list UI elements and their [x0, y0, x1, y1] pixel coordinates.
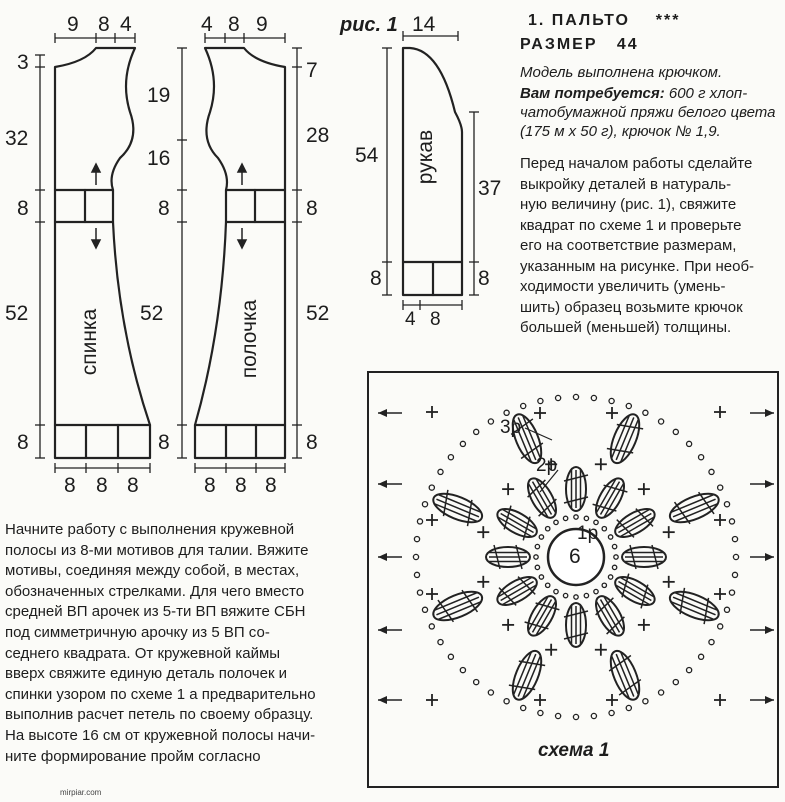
chain-stitch	[609, 398, 614, 403]
front-bottom-width-1: 8	[204, 474, 216, 497]
chain-stitch	[732, 572, 737, 577]
inner-petal	[589, 591, 632, 641]
chain-stitch	[573, 394, 578, 399]
chain-stitch	[584, 593, 588, 597]
front-bottom-width-3: 8	[265, 474, 277, 497]
chain-stitch	[554, 589, 558, 593]
materials-line-2: чатобумажной пряжи белого цвета	[520, 104, 776, 121]
single-crochet-mark	[545, 644, 557, 656]
chain-stitch	[602, 583, 606, 587]
chain-stitch	[448, 455, 453, 460]
materials-label: Вам потребуется:	[520, 85, 665, 102]
single-crochet-mark	[426, 588, 438, 600]
chain-stitch	[732, 537, 737, 542]
single-crochet-mark	[714, 514, 726, 526]
single-crochet-mark	[477, 526, 489, 538]
chain-stitch	[554, 520, 558, 524]
source-watermark: mirpiar.com	[60, 788, 102, 797]
single-crochet-mark	[606, 694, 618, 706]
schema-title: схема 1	[538, 740, 610, 761]
chain-stitch	[504, 410, 509, 415]
chain-stitch	[614, 555, 618, 559]
chain-stitch	[608, 575, 612, 579]
mid-height-2: 16	[147, 147, 171, 170]
chain-stitch	[626, 403, 631, 408]
chain-stitch	[448, 654, 453, 659]
single-crochet-mark	[638, 483, 650, 495]
chain-stitch	[535, 544, 539, 548]
chain-stitch	[422, 502, 427, 507]
single-crochet-mark	[534, 694, 546, 706]
single-crochet-mark	[638, 619, 650, 631]
chain-stitch	[535, 565, 539, 569]
left-height-1: 3	[17, 51, 29, 74]
chain-stitch	[534, 555, 538, 559]
back-width-2: 8	[98, 13, 110, 36]
chain-stitch	[659, 690, 664, 695]
difficulty-stars: ***	[655, 12, 681, 29]
chain-stitch	[422, 607, 427, 612]
outer-petal	[665, 486, 723, 530]
single-crochet-mark	[477, 576, 489, 588]
outer-petal	[429, 584, 487, 628]
sleeve-height-2: 37	[478, 177, 502, 200]
outer-petal	[665, 584, 723, 628]
sleeve-height-4: 8	[478, 267, 490, 290]
chain-stitch	[538, 710, 543, 715]
single-crochet-mark	[663, 526, 675, 538]
inner-petal	[521, 473, 564, 523]
chain-stitch	[643, 410, 648, 415]
instructions-left: Начните работу с выполнения кружевной полосы из 8-ми мотивов для талии. Вяжите мотивы, соединяя между собой, в местах, обозначенных стрелками. Для чего вместо средней ВП арочек из 5-ти ВП вяжите СБН под симметричную арочку из 5 ВП со- седнего квадрата. От кружевной каймы вверх свяжите единую деталь полочек и спинки узором по схеме 1 а предварительно выполнив расчет петель по своему образцу. На высоте 16 см от кружевной полосы начи- ните формирование пройм согласно	[5, 521, 316, 765]
right-height-5: 8	[306, 431, 318, 454]
chain-stitch	[556, 713, 561, 718]
front-bottom-width-2: 8	[235, 474, 247, 497]
materials-line-3: (175 м х 50 г), крючок № 1,9.	[520, 123, 721, 140]
left-height-2: 32	[5, 127, 29, 150]
chain-stitch	[612, 565, 616, 569]
chain-stitch	[438, 640, 443, 645]
chain-stitch	[538, 398, 543, 403]
outer-petal	[603, 410, 647, 468]
chain-stitch	[546, 527, 550, 531]
chain-stitch	[504, 699, 509, 704]
chain-stitch	[584, 516, 588, 520]
mid-height-3: 8	[158, 197, 170, 220]
chain-stitch	[488, 690, 493, 695]
chain-stitch	[417, 590, 422, 595]
join-arrow	[378, 696, 402, 704]
outer-petal	[429, 486, 487, 530]
chain-stitch	[687, 441, 692, 446]
back-label: спинка	[78, 308, 101, 376]
chain-stitch	[602, 527, 606, 531]
single-crochet-mark	[534, 407, 546, 419]
chain-stitch	[474, 680, 479, 685]
chain-stitch	[699, 455, 704, 460]
inner-petal	[564, 603, 588, 647]
chain-stitch	[729, 519, 734, 524]
chain-stitch	[699, 654, 704, 659]
chain-stitch	[539, 535, 543, 539]
sleeve-bottom-width-2: 8	[430, 309, 441, 330]
chain-stitch	[429, 624, 434, 629]
chain-stitch	[429, 485, 434, 490]
join-arrow	[378, 626, 402, 634]
chain-stitch	[574, 595, 578, 599]
model-note: Модель выполнена крючком.	[520, 64, 723, 81]
chain-stitch	[573, 714, 578, 719]
chain-stitch	[563, 593, 567, 597]
chain-stitch	[673, 429, 678, 434]
chain-stitch	[718, 485, 723, 490]
round-2-label: 2р	[536, 455, 558, 476]
chain-stitch	[438, 469, 443, 474]
back-width-3: 4	[120, 13, 132, 36]
chain-stitch	[413, 554, 418, 559]
front-label: полочка	[238, 299, 261, 379]
chain-stitch	[521, 403, 526, 408]
front-width-2: 8	[228, 13, 240, 36]
sleeve-height-3: 8	[370, 267, 382, 290]
chain-stitch	[612, 544, 616, 548]
chain-stitch	[609, 710, 614, 715]
inner-petal	[610, 570, 660, 613]
inner-petal	[521, 591, 564, 641]
chain-stitch	[460, 441, 465, 446]
chain-stitch	[724, 502, 729, 507]
single-crochet-mark	[426, 694, 438, 706]
figure-title: рис. 1	[340, 14, 398, 36]
single-crochet-mark	[714, 406, 726, 418]
single-crochet-mark	[595, 458, 607, 470]
chain-stitch	[521, 705, 526, 710]
left-height-4: 52	[5, 302, 29, 325]
chain-stitch	[733, 554, 738, 559]
chain-stitch	[608, 535, 612, 539]
sleeve-height-1: 54	[355, 144, 379, 167]
single-crochet-mark	[663, 576, 675, 588]
chain-stitch	[414, 572, 419, 577]
article-title: 1. ПАЛЬТО ***	[528, 12, 681, 29]
chain-stitch	[556, 395, 561, 400]
back-bottom-width-3: 8	[127, 474, 139, 497]
single-crochet-mark	[714, 588, 726, 600]
chain-stitch	[563, 516, 567, 520]
sleeve-bottom-width-1: 4	[405, 309, 416, 330]
inner-petal	[492, 502, 542, 545]
chain-stitch	[724, 607, 729, 612]
single-crochet-mark	[502, 483, 514, 495]
right-height-2: 28	[306, 124, 330, 147]
chain-stitch	[414, 537, 419, 542]
chain-stitch	[546, 583, 550, 587]
chain-stitch	[709, 640, 714, 645]
join-arrow	[750, 696, 774, 704]
front-width-3: 9	[256, 13, 268, 36]
back-width-1: 9	[67, 13, 79, 36]
inner-petal	[622, 545, 666, 569]
round-3-label: 3р	[500, 417, 522, 438]
single-crochet-mark	[714, 694, 726, 706]
sleeve-top-width: 14	[412, 13, 436, 36]
join-arrow	[750, 553, 774, 561]
inner-petal	[492, 570, 542, 613]
sleeve-label: рукав	[414, 129, 437, 185]
outer-petal	[505, 646, 549, 704]
chain-stitch	[643, 699, 648, 704]
chain-stitch	[718, 624, 723, 629]
chain-stitch	[488, 419, 493, 424]
single-crochet-mark	[426, 406, 438, 418]
inner-petal	[486, 545, 530, 569]
center-stitch-count: 6	[569, 545, 581, 568]
back-bottom-width-2: 8	[96, 474, 108, 497]
chain-stitch	[474, 429, 479, 434]
right-height-1: 7	[306, 59, 318, 82]
inner-petal	[610, 502, 660, 545]
inner-petal	[564, 467, 588, 511]
join-arrow	[378, 409, 402, 417]
chain-stitch	[729, 590, 734, 595]
join-arrow	[750, 409, 774, 417]
chain-stitch	[594, 589, 598, 593]
chain-stitch	[591, 713, 596, 718]
join-arrow	[750, 480, 774, 488]
left-height-5: 8	[17, 431, 29, 454]
mid-height-4: 52	[140, 302, 164, 325]
chain-stitch	[673, 680, 678, 685]
chain-stitch	[687, 668, 692, 673]
mid-height-5: 8	[158, 431, 170, 454]
chain-stitch	[460, 668, 465, 673]
single-crochet-mark	[426, 514, 438, 526]
join-arrow	[750, 626, 774, 634]
round-1-label: 1р	[577, 523, 599, 544]
inner-petal	[589, 473, 632, 523]
front-width-1: 4	[201, 13, 213, 36]
single-crochet-mark	[595, 644, 607, 656]
mid-height-1: 19	[147, 84, 171, 107]
join-arrow	[378, 480, 402, 488]
instructions-right: Перед началом работы сделайте выкройку деталей в натураль- ную величину (рис. 1), свяжите квадрат по схеме 1 и проверьте его на соответствие размерам, указанным на рисунке. При необ- ходимости увеличить (умень- шить) образец возьмите крючок большей (меньшей) толщины.	[520, 155, 755, 336]
chain-stitch	[626, 705, 631, 710]
chain-stitch	[709, 469, 714, 474]
single-crochet-mark	[502, 619, 514, 631]
join-arrow	[378, 553, 402, 561]
left-height-3: 8	[17, 197, 29, 220]
right-height-3: 8	[306, 197, 318, 220]
chain-stitch	[591, 395, 596, 400]
outer-petal	[603, 646, 647, 704]
single-crochet-mark	[606, 407, 618, 419]
back-bottom-width-1: 8	[64, 474, 76, 497]
size-line: РАЗМЕР 44	[520, 36, 639, 53]
materials-line-1: 600 г хлоп-	[668, 85, 748, 102]
chain-stitch	[574, 515, 578, 519]
right-height-4: 52	[306, 302, 330, 325]
chain-stitch	[539, 575, 543, 579]
chain-stitch	[659, 419, 664, 424]
chain-stitch	[417, 519, 422, 524]
